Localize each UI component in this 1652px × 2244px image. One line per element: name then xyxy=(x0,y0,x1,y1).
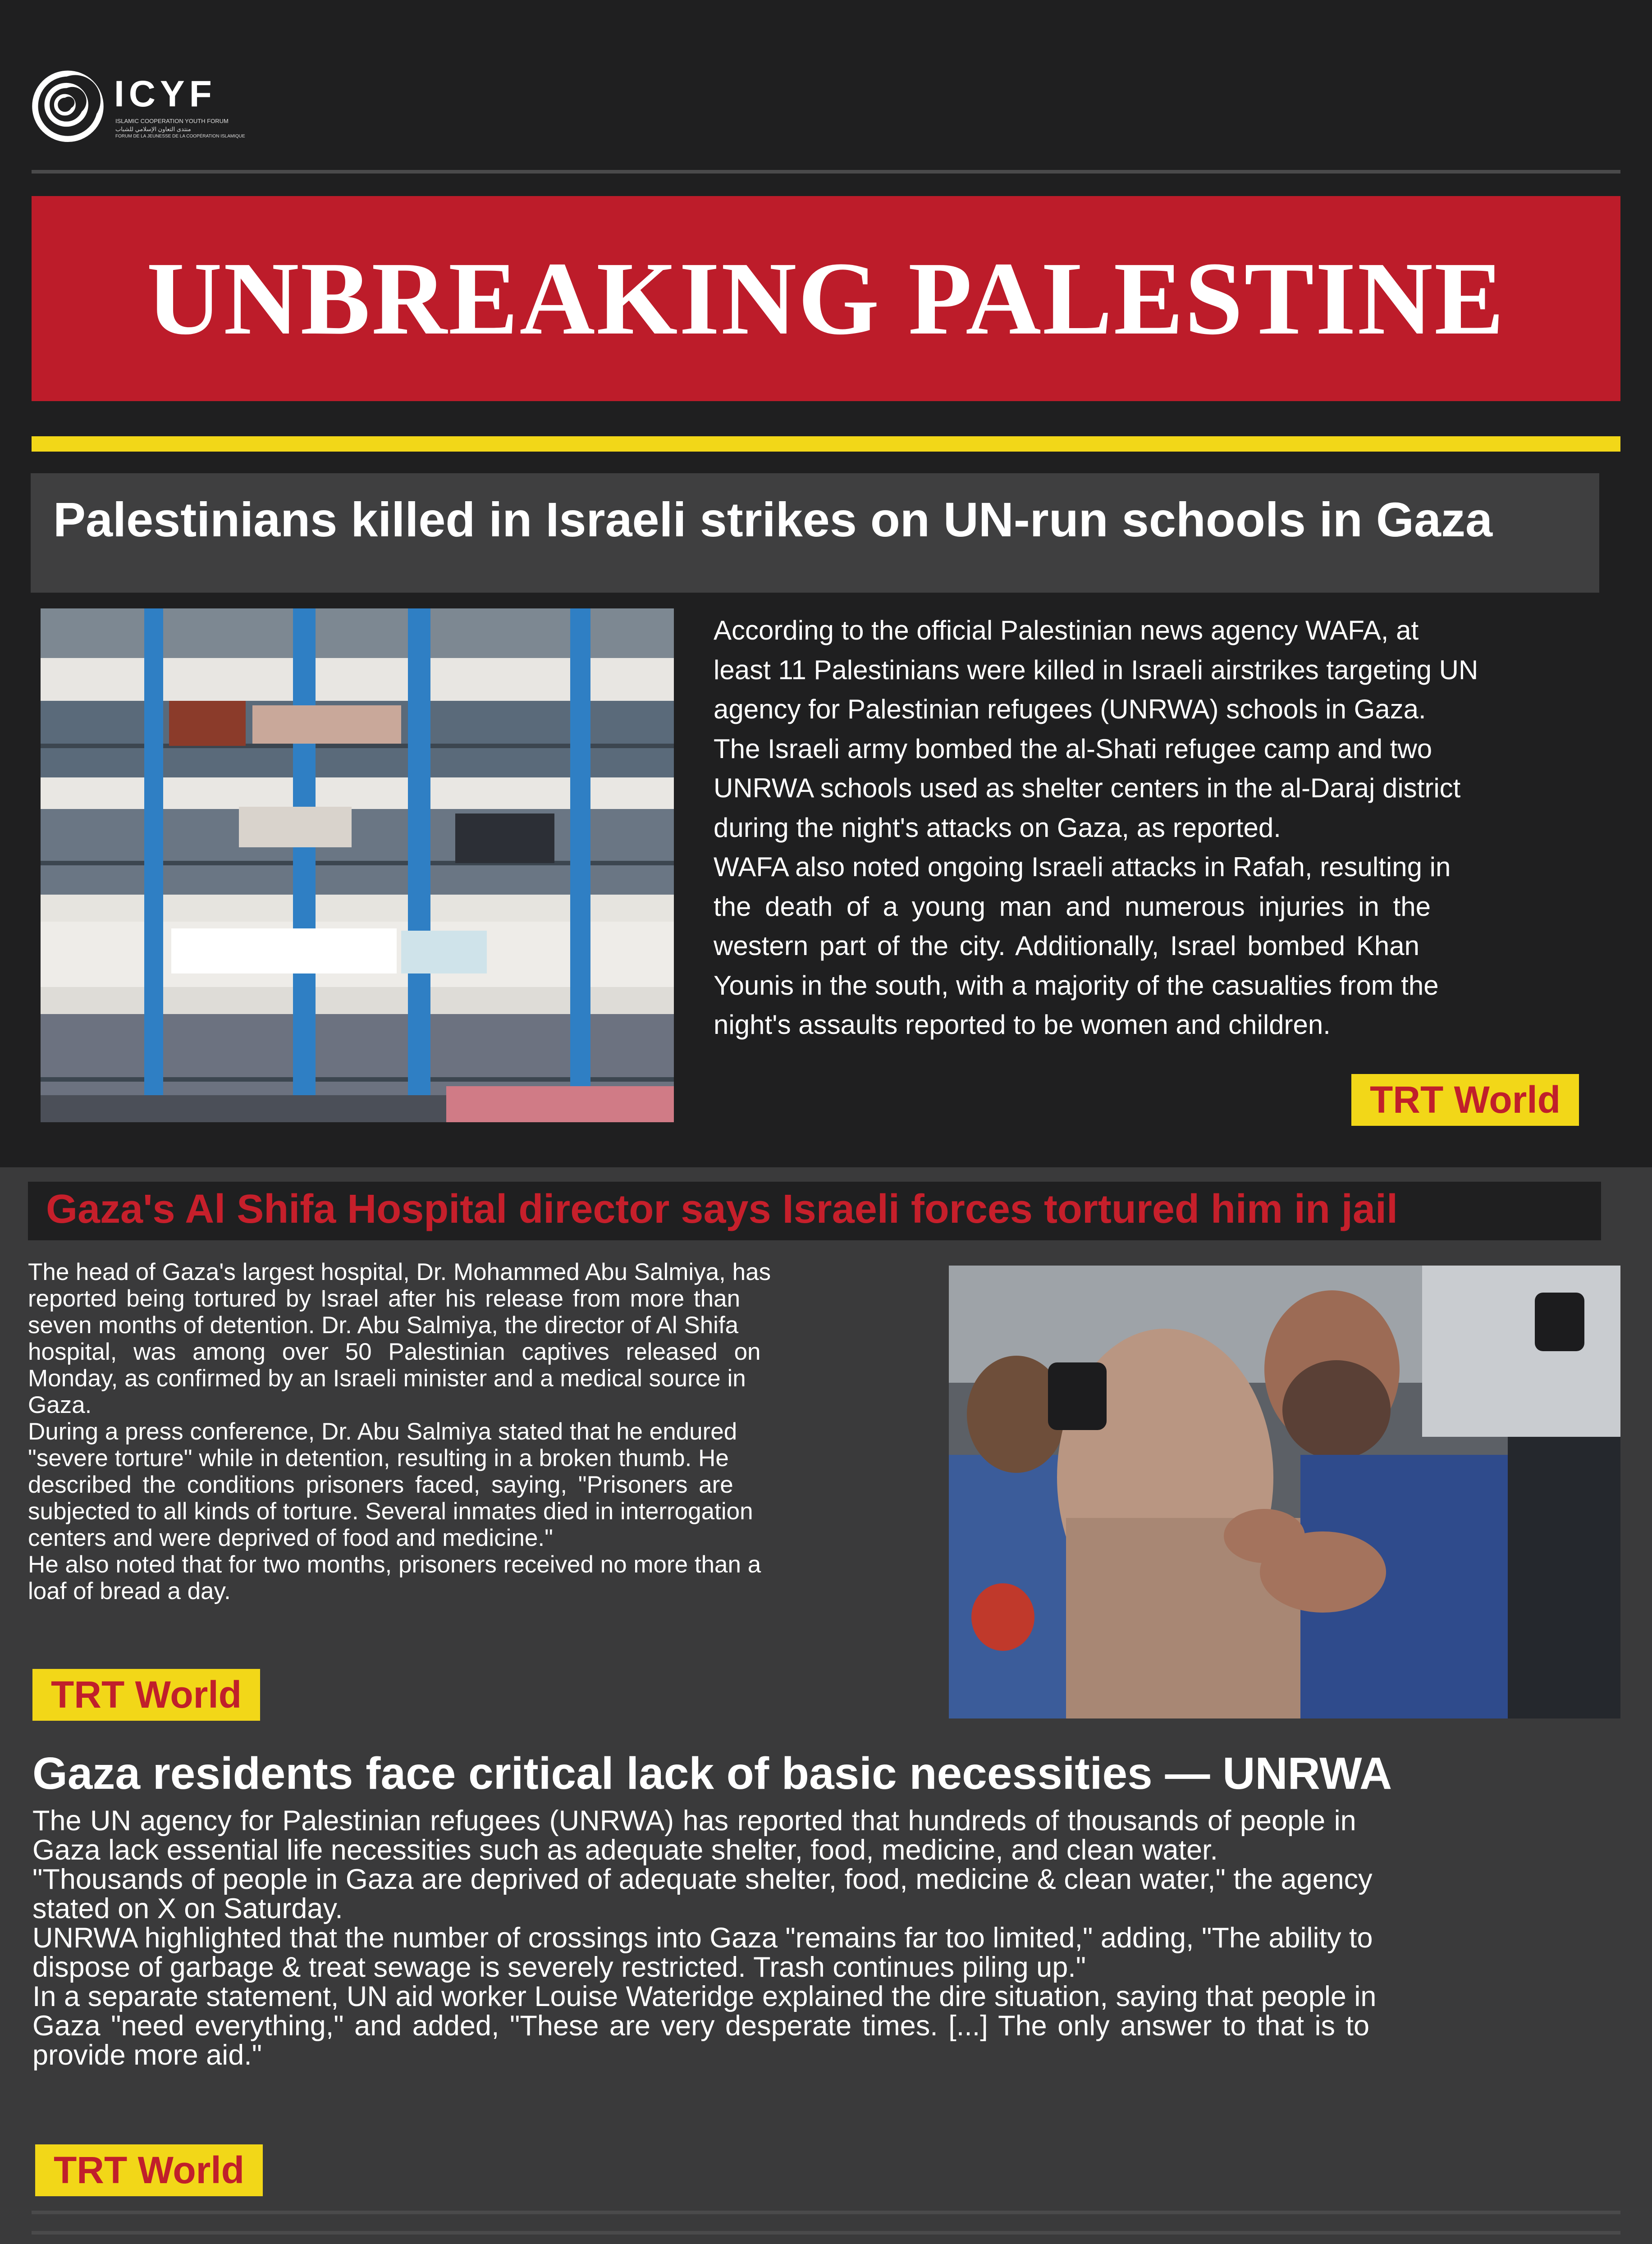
logo-sub-ar: منتدى التعاون الإسلامي للشباب xyxy=(115,126,191,133)
article-1-headline: Palestinians killed in Israeli strikes on UN-run schools in Gaza xyxy=(53,492,1493,547)
article-1-line: The Israeli army bombed the al-Shati refugee camp and two xyxy=(714,733,1432,764)
article-1-line: agency for Palestinian refugees (UNRWA) schools in Gaza. xyxy=(714,694,1426,724)
school-building-image xyxy=(41,608,674,1122)
article-2-line: "severe torture" while in detention, resulting in a broken thumb. He xyxy=(28,1445,729,1472)
article-2-line: Gaza. xyxy=(28,1392,92,1418)
article-1-line: UNRWA schools used as shelter centers in the al-Daraj district xyxy=(714,773,1461,803)
article-3-line: UNRWA highlighted that the number of crossings into Gaza "remains far too limited," adding, "The ability to xyxy=(32,1922,1373,1954)
article-2-line: seven months of detention. Dr. Abu Salmiya, the director of Al Shifa xyxy=(28,1312,739,1339)
article-2-line: hospital, was among over 50 Palestinian captives released on xyxy=(28,1339,761,1365)
article-2-line: The head of Gaza's largest hospital, Dr. Mohammed Abu Salmiya, has xyxy=(28,1259,771,1285)
icyf-logo xyxy=(31,68,245,149)
article-3-line: Gaza lack essential life necessities such as adequate shelter, food, medicine, and clean water. xyxy=(32,1834,1218,1866)
article-3-headline: Gaza residents face critical lack of basic necessities — UNRWA xyxy=(32,1748,1392,1799)
divider-top xyxy=(32,170,1620,174)
article-3-line: stated on X on Saturday. xyxy=(32,1893,343,1924)
article-1-line: western part of the city. Additionally, Israel bombed Khan xyxy=(714,931,1419,961)
logo-sub-en: ISLAMIC COOPERATION YOUTH FORUM xyxy=(115,118,229,124)
article-3-line: dispose of garbage & treat sewage is severely restricted. Trash continues piling up." xyxy=(32,1952,1086,1983)
article-3-line: Gaza "need everything," and added, "These are very desperate times. [...] The only answer to that is to xyxy=(32,2010,1370,2042)
logo-name: ICYF xyxy=(114,73,216,114)
hospital-director-photo xyxy=(949,1266,1620,1718)
divider-bottom-1 xyxy=(32,2211,1620,2214)
divider-bottom-2 xyxy=(32,2231,1620,2235)
article-2-headline: Gaza's Al Shifa Hospital director says Israeli forces tortured him in jail xyxy=(46,1187,1398,1232)
article-2-line: centers and were deprived of food and medicine." xyxy=(28,1525,553,1551)
article-2-line: Monday, as confirmed by an Israeli minister and a medical source in xyxy=(28,1365,746,1392)
article-2-body xyxy=(28,1259,771,1604)
source-tag-1: TRT World xyxy=(1351,1074,1579,1126)
article-1-headline-box xyxy=(31,473,1599,593)
article-2-line: During a press conference, Dr. Abu Salmiya stated that he endured xyxy=(28,1418,737,1445)
article-3-body xyxy=(32,1806,1376,2070)
article-2-line: subjected to all kinds of torture. Several inmates died in interrogation xyxy=(28,1498,753,1525)
article-1-body xyxy=(714,611,1478,1045)
article-1-line: night's assaults reported to be women and children. xyxy=(714,1010,1331,1040)
article-3-line: "Thousands of people in Gaza are deprived of adequate shelter, food, medicine & clean water," the agency xyxy=(32,1864,1373,1895)
article-2-line: reported being tortured by Israel after his release from more than xyxy=(28,1285,741,1312)
crescent-logo-icon xyxy=(31,68,105,142)
article-1-line: Younis in the south, with a majority of the casualties from the xyxy=(714,970,1439,1001)
article-1-line: least 11 Palestinians were killed in Israeli airstrikes targeting UN xyxy=(714,654,1478,685)
title-banner xyxy=(32,196,1620,401)
source-tag-2: TRT World xyxy=(32,1669,260,1721)
article-2-line: described the conditions prisoners faced, saying, "Prisoners are xyxy=(28,1472,733,1498)
article-3-line: The UN agency for Palestinian refugees (UNRWA) has reported that hundreds of thousands of people in xyxy=(32,1805,1356,1837)
logo-sub-fr: FORUM DE LA JEUNESSE DE LA COOPÉRATION ISLAMIQUE xyxy=(115,134,245,139)
article-1-line: the death of a young man and numerous injuries in the xyxy=(714,891,1431,922)
article-3-line: In a separate statement, UN aid worker Louise Wateridge explained the dire situation, saying that people in xyxy=(32,1981,1377,2012)
article-2-line: loaf of bread a day. xyxy=(28,1578,231,1604)
article-2-headline-box xyxy=(28,1182,1601,1240)
article-1-line: WAFA also noted ongoing Israeli attacks in Rafah, resulting in xyxy=(714,852,1451,882)
source-tag-3: TRT World xyxy=(35,2144,263,2196)
school-building-photo xyxy=(41,608,674,1122)
article-2-line: He also noted that for two months, prisoners received no more than a xyxy=(28,1551,761,1578)
embrace-image xyxy=(949,1266,1620,1718)
banner-title: UNBREAKING PALESTINE xyxy=(146,241,1506,356)
article-3-line: provide more aid." xyxy=(32,2039,262,2071)
article-1-line: According to the official Palestinian news agency WAFA, at xyxy=(714,615,1419,645)
article-1-line: during the night's attacks on Gaza, as reported. xyxy=(714,812,1281,843)
yellow-divider xyxy=(32,436,1620,452)
